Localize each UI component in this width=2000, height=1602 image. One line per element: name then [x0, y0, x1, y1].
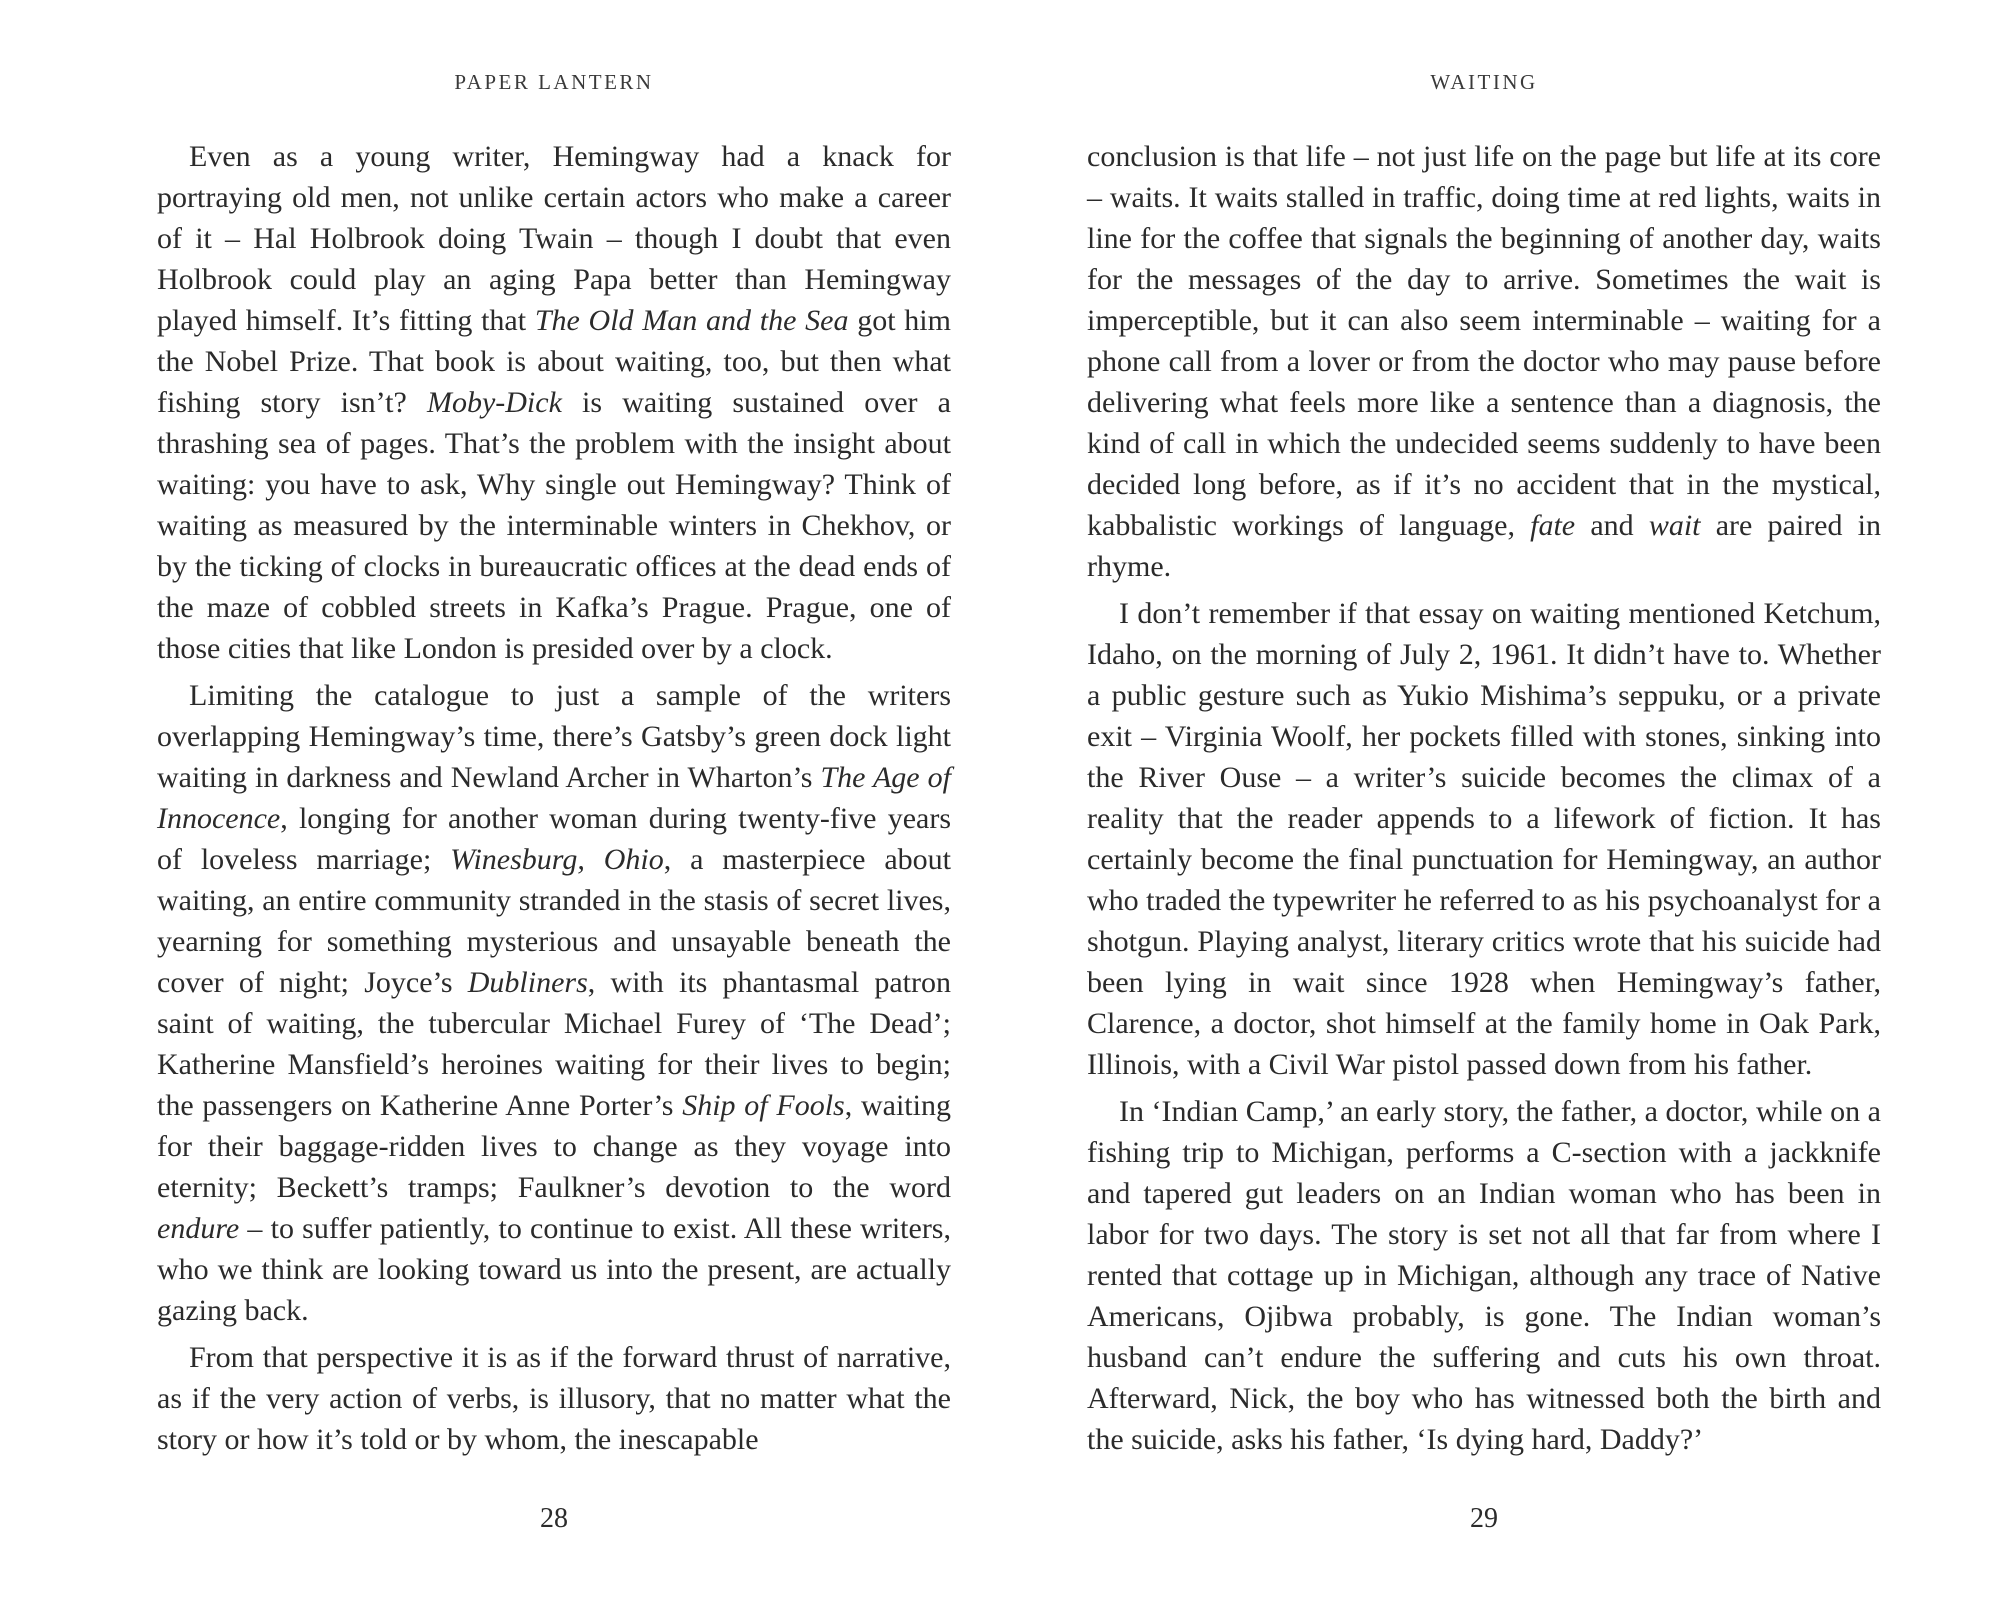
text-run: , with its phantasmal patron saint of waiting, the tubercular Michael Furey of ‘The Dead’; Katherine Mansfield’s heroines waiting for their lives to begin; the passengers on Katherine Anne Porter’s [157, 966, 952, 1122]
italic-title-text: fate [1530, 509, 1576, 542]
italic-title-text: Moby-Dick [426, 386, 562, 419]
text-run: and [1575, 509, 1649, 542]
text-run: In ‘Indian Camp,’ an early story, the father, a doctor, while on a fishing trip to Michigan, performs a C-section with a jackknife and tapered gut leaders on an Indian woman who has been in labor for two days. The story is set not all that far from where I rented that cottage up in Michigan, although any trace of Native Americans, Ojibwa probably, is gone. The Indian woman’s husband can’t endure the suffering and cuts his own throat. Afterward, Nick, the boy who has witnessed both the birth and the suicide, asks his father, ‘Is dying hard, Daddy?’ [1087, 1095, 1881, 1456]
italic-title-text: Winesburg, Ohio [450, 843, 664, 876]
paragraph [157, 136, 951, 669]
text-run: , waiting for their baggage-ridden lives to change as they voyage into eternity; Beckett’s tramps; Faulkner’s devotion to the word [157, 1089, 951, 1204]
italic-title-text: wait [1648, 509, 1701, 542]
italic-title-text: endure [157, 1212, 240, 1245]
text-run: From that perspective it is as if the forward thrust of narrative, as if the very action of verbs, is illusory, that no matter what the story or how it’s told or by whom, the inescapable [157, 1341, 951, 1456]
paragraph [157, 1337, 951, 1460]
paragraph [1087, 593, 1881, 1085]
text-run: are paired in rhyme. [1087, 509, 1881, 583]
text-run: conclusion is that life – not just life on the page but life at its core – waits. It waits stalled in traffic, doing time at red lights, waits in line for the coffee that signals the beginning of another day, waits for the messages of the day to arrive. Sometimes the wait is imperceptible, but it can also seem interminable – waiting for a phone call from a lover or from the doctor who may pause before delivering what feels more like a sentence than a diagnosis, the kind of call in which the undecided seems suddenly to have been decided long before, as if it’s no accident that in the mystical, kabbalistic workings of language, [1087, 140, 1881, 542]
italic-title-text: Dubliners [467, 966, 588, 999]
text-run: I don’t remember if that essay on waiting mentioned Ketchum, Idaho, on the morning of July 2, 1961. It didn’t have to. Whether a public gesture such as Yukio Mishima’s seppuku, or a private exit – Virginia Woolf, her pockets filled with stones, sinking into the River Ouse – a writer’s suicide becomes the climax of a reality that the reader appends to a lifework of fiction. It has certainly become the final punctuation for Hemingway, an author who traded the typewriter he referred to as his psychoanalyst for a shotgun. Playing analyst, literary critics wrote that his suicide had been lying in wait since 1928 when Hemingway’s father, Clarence, a doctor, shot himself at the family home in Oak Park, Illinois, with a Civil War pistol passed down from his father. [1087, 597, 1881, 1081]
right-page [1087, 0, 1881, 1602]
left-page-body [157, 136, 951, 1460]
text-run: , longing for another woman during twenty-five years of loveless marriage; [157, 802, 951, 876]
paragraph [157, 675, 951, 1331]
text-run: – to suffer patiently, to continue to exist. All these writers, who we think are looking toward us into the present, are actually gazing back. [157, 1212, 951, 1327]
italic-title-text: Ship of Fools [682, 1089, 845, 1122]
running-head-left: PAPER LANTERN [454, 70, 654, 94]
right-page-body [1087, 136, 1881, 1460]
text-run: , a masterpiece about waiting, an entire community stranded in the stasis of secret lives, yearning for something mysterious and unsayable beneath the cover of night; Joyce’s [157, 843, 951, 999]
italic-title-text: The Age of Innocence [157, 761, 951, 835]
paragraph [1087, 136, 1881, 587]
text-run: Even as a young writer, Hemingway had a knack for portraying old men, not unlike certain actors who make a career of it – Hal Holbrook doing Twain – though I doubt that even Holbrook could play an aging Papa better than Hemingway played himself. It’s fitting that [157, 140, 951, 337]
page-number-left: 28 [540, 1503, 568, 1534]
text-run: is waiting sustained over a thrashing sea of pages. That’s the problem with the insight about waiting: you have to ask, Why single out Hemingway? Think of waiting as measured by the interminable winters in Chekhov, or by the ticking of clocks in bureaucratic offices at the dead ends of the maze of cobbled streets in Kafka’s Prague. Prague, one of those cities that like London is presided over by a clock. [157, 386, 951, 665]
running-head-right: WAITING [1430, 70, 1538, 94]
page-number-right: 29 [1470, 1503, 1498, 1534]
left-page [157, 0, 951, 1602]
paragraph [1087, 1091, 1881, 1460]
text-run: Limiting the catalogue to just a sample of the writers overlapping Hemingway’s time, there’s Gatsby’s green dock light waiting in darkness and Newland Archer in Wharton’s [157, 679, 951, 794]
italic-title-text: The Old Man and the Sea [534, 304, 849, 337]
text-run: got him the Nobel Prize. That book is about waiting, too, but then what fishing story isn’t? [157, 304, 951, 419]
